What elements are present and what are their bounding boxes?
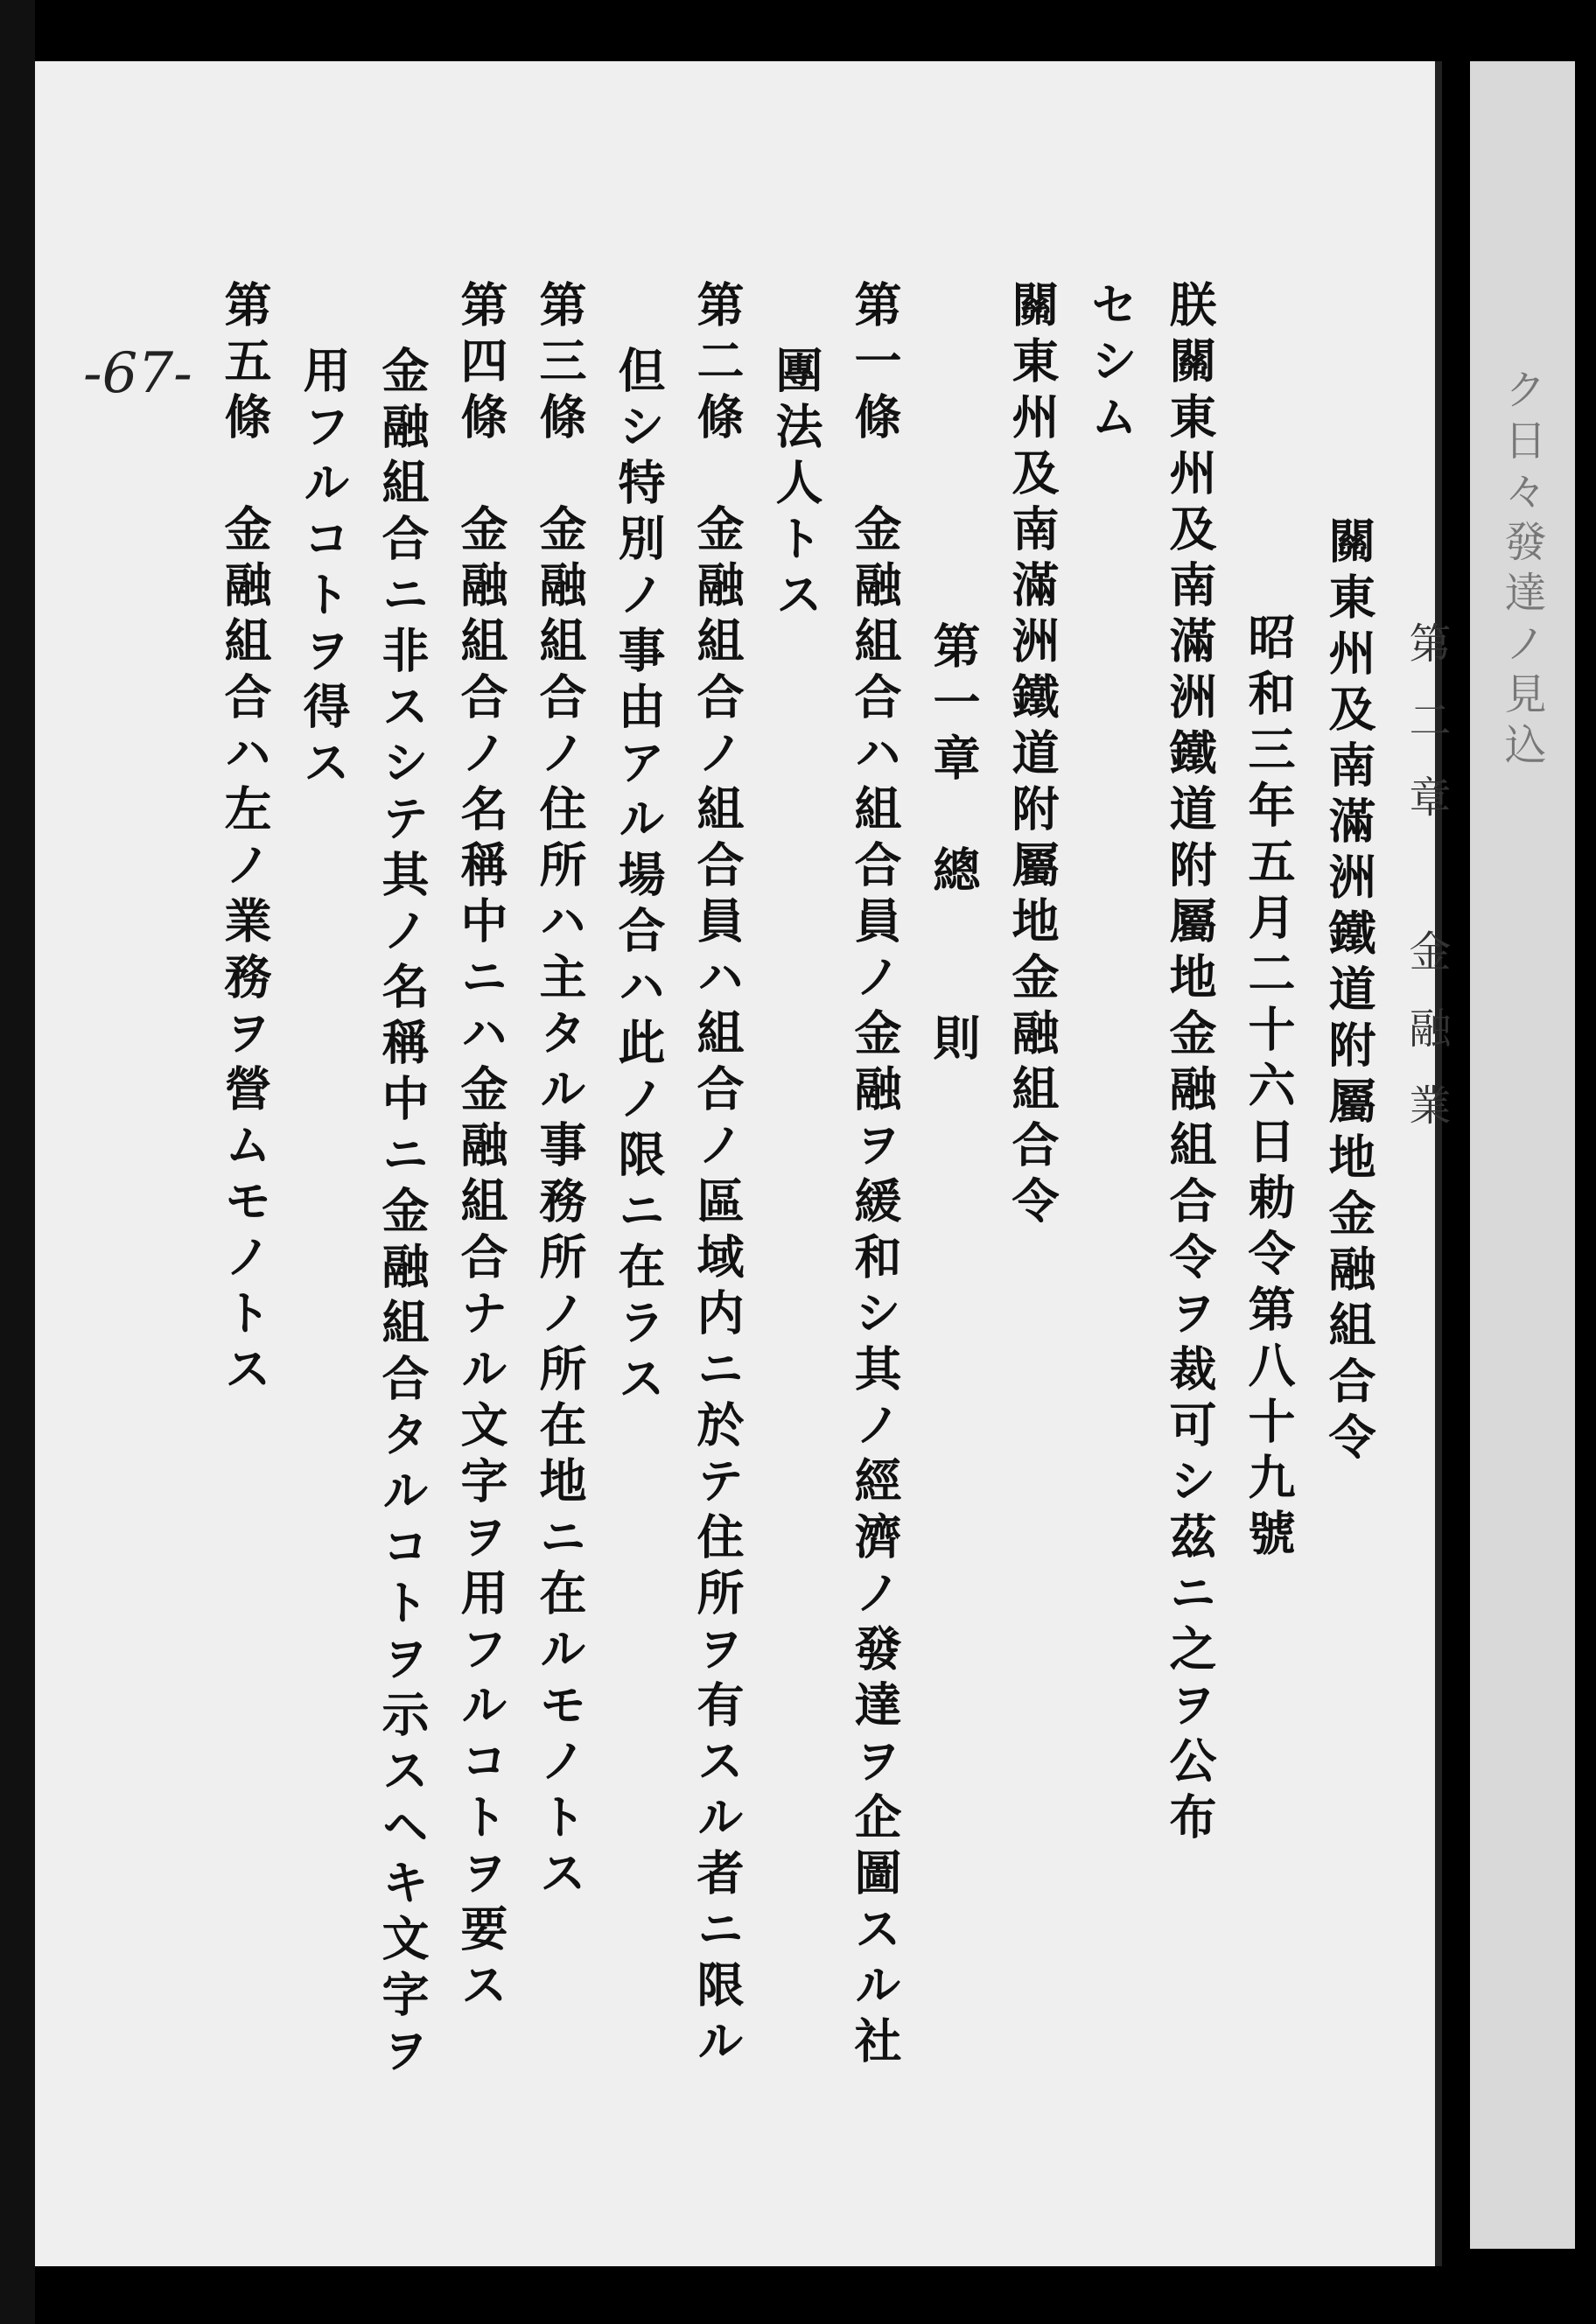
article-2-continued: 但シ特別ノ事由アル場合ハ此ノ限ニ在ラス [611, 346, 667, 1410]
date-line: 昭和三年五月二十六日勅令第八十九號 [1241, 612, 1297, 1564]
adjacent-page-text: ク日々發達ノ見込 [1497, 368, 1546, 774]
article-4: 第四條 金融組合ノ名稱中ニハ金融組合ナル文字ヲ用フルコトヲ要ス [453, 280, 509, 2016]
article-1-continued: 團法人トス [768, 346, 824, 626]
article-5: 第五條 金融組合ハ左ノ業務ヲ營ムモノトス [217, 280, 273, 1400]
document-title: 關東州及南滿洲鐵道附屬地金融組合令 [1321, 516, 1377, 1468]
article-4-continued: 金融組合ニ非スシテ其ノ名稱中ニ金融組合タルコトヲ示スヘキ文字ヲ [374, 346, 430, 2082]
title-repeat: 關東州及南滿洲鐵道附屬地金融組合令 [1004, 280, 1060, 1232]
proclamation: 朕關東州及南滿洲鐵道附屬地金融組合令ヲ裁可シ茲ニ之ヲ公布 [1162, 280, 1218, 1848]
proclamation-continued: セシム [1083, 280, 1139, 448]
handwritten-page-number: -67- [83, 341, 192, 406]
article-1: 第一條 金融組合ハ組合員ノ金融ヲ緩和シ其ノ經濟ノ發達ヲ企圖スル社 [847, 280, 903, 2072]
article-4-continued-2: 用フルコトヲ得ス [296, 346, 352, 794]
article-2: 第二條 金融組合ノ組合員ハ組合ノ區域内ニ於テ住所ヲ有スル者ニ限ル [690, 280, 746, 2072]
chapter-heading: 第一章 總 則 [926, 621, 982, 1069]
running-head: 第二章 金融業 [1402, 621, 1451, 1160]
article-3: 第三條 金融組合ノ住所ハ主タル事務所ノ所在地ニ在ルモノトス [532, 280, 588, 1904]
scan-left-edge [0, 0, 35, 2324]
